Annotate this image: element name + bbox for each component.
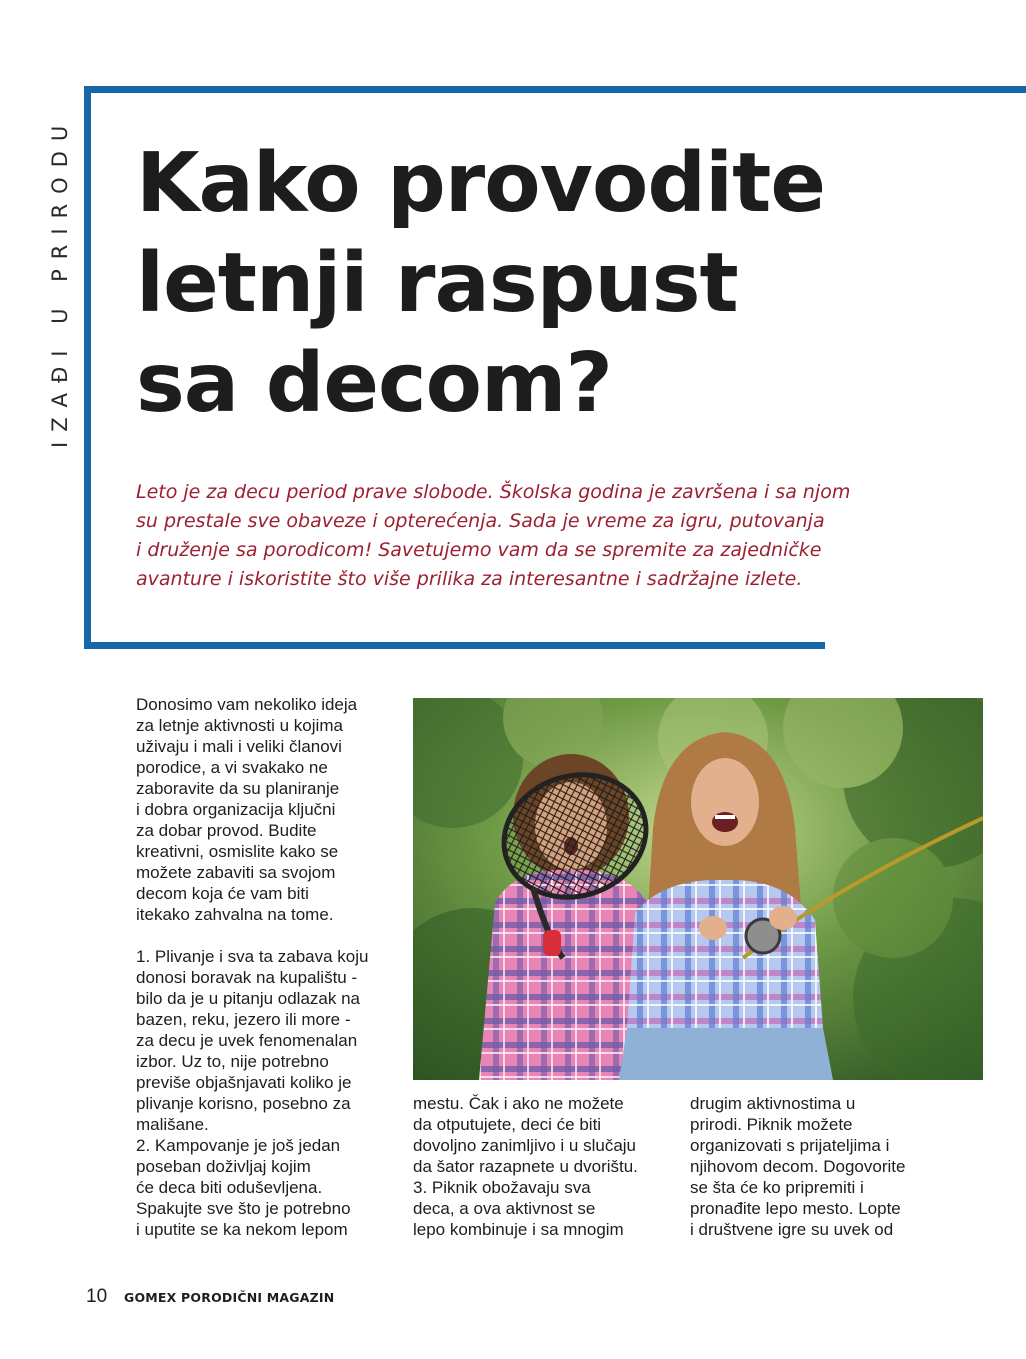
girls-fishing-photo	[413, 698, 983, 1080]
body-line: Donosimo vam nekoliko ideja	[136, 695, 358, 714]
body-line: 1. Plivanje i sva ta zabava koju	[136, 947, 369, 966]
body-line: da šator razapnete u dvorištu.	[413, 1157, 638, 1176]
body-line: itekako zahvalna na tome.	[136, 905, 334, 924]
body-line: za letnje aktivnosti u kojima	[136, 716, 343, 735]
body-line: pronađite lepo mesto. Lopte	[690, 1199, 901, 1218]
body-line: mestu. Čak i ako ne možete	[413, 1094, 624, 1113]
headline-line: letnji raspust	[136, 236, 738, 331]
body-line: prirodi. Piknik možete	[690, 1115, 853, 1134]
body-line: i dobra organizacija ključni	[136, 800, 336, 819]
body-line: izbor. Uz to, nije potrebno	[136, 1052, 329, 1071]
body-line: drugim aktivnostima u	[690, 1094, 856, 1113]
lead-line: i druženje sa porodicom! Savetujemo vam da se spremite za zajedničke	[136, 539, 822, 561]
headline-line: Kako provodite	[136, 136, 825, 231]
body-line: 3. Piknik obožavaju sva	[413, 1178, 591, 1197]
body-line: i društvene igre su uvek od	[690, 1220, 894, 1239]
magazine-name: GOMEX PORODIČNI MAGAZIN	[124, 1290, 335, 1305]
body-line: uživaju i mali i veliki članovi	[136, 737, 342, 756]
body-line: njihovom decom. Dogovorite	[690, 1157, 906, 1176]
frame-bottom-border	[84, 642, 825, 649]
body-line: za dobar provod. Budite	[136, 821, 317, 840]
headline-line: sa decom?	[136, 336, 612, 431]
body-line: poseban doživljaj kojim	[136, 1157, 311, 1176]
body-column-1	[136, 694, 398, 1240]
lead-line: su prestale sve obaveze i opterećenja. Sada je vreme za igru, putovanja	[136, 510, 825, 532]
body-column-2	[413, 1093, 675, 1240]
body-line: se šta će ko pripremiti i	[690, 1178, 864, 1197]
body-line: organizovati s prijateljima i	[690, 1136, 890, 1155]
body-line: kreativni, osmislite kako se	[136, 842, 339, 861]
body-line: možete zabaviti sa svojom	[136, 863, 336, 882]
lead-line: avanture i iskoristite što više prilika za interesantne i sadržajne izlete.	[136, 568, 803, 590]
body-line: da otputujete, deci će biti	[413, 1115, 602, 1134]
article-headline	[136, 134, 996, 434]
body-line: mališane.	[136, 1115, 209, 1134]
body-line: za decu je uvek fenomenalan	[136, 1031, 358, 1050]
body-line: lepo kombinuje i sa mnogim	[413, 1220, 624, 1239]
body-line: decom koja će vam biti	[136, 884, 309, 903]
article-lead	[136, 478, 896, 594]
paragraph-gap	[136, 925, 398, 946]
body-line: donosi boravak na kupalištu -	[136, 968, 358, 987]
section-label: IZAĐI U PRIRODU	[48, 115, 72, 448]
body-line: bilo da je u pitanju odlazak na	[136, 989, 360, 1008]
body-line: Spakujte sve što je potrebno	[136, 1199, 351, 1218]
body-line: zaboravite da su planiranje	[136, 779, 340, 798]
body-line: će deca biti oduševljena.	[136, 1178, 323, 1197]
lead-line: Leto je za decu period prave slobode. Školska godina je završena i sa njom	[136, 481, 851, 503]
page-number: 10	[86, 1286, 108, 1307]
frame-top-border	[84, 86, 1026, 93]
body-line: i uputite se ka nekom lepom	[136, 1220, 348, 1239]
body-line: deca, a ova aktivnost se	[413, 1199, 596, 1218]
body-line: dovoljno zanimljivo i u slučaju	[413, 1136, 637, 1155]
body-column-3	[690, 1093, 952, 1240]
body-line: 2. Kampovanje je još jedan	[136, 1136, 341, 1155]
frame-left-border	[84, 86, 91, 649]
body-line: porodice, a vi svakako ne	[136, 758, 328, 777]
body-line: plivanje korisno, posebno za	[136, 1094, 351, 1113]
body-line: previše objašnjavati koliko je	[136, 1073, 352, 1092]
body-line: bazen, reku, jezero ili more -	[136, 1010, 351, 1029]
